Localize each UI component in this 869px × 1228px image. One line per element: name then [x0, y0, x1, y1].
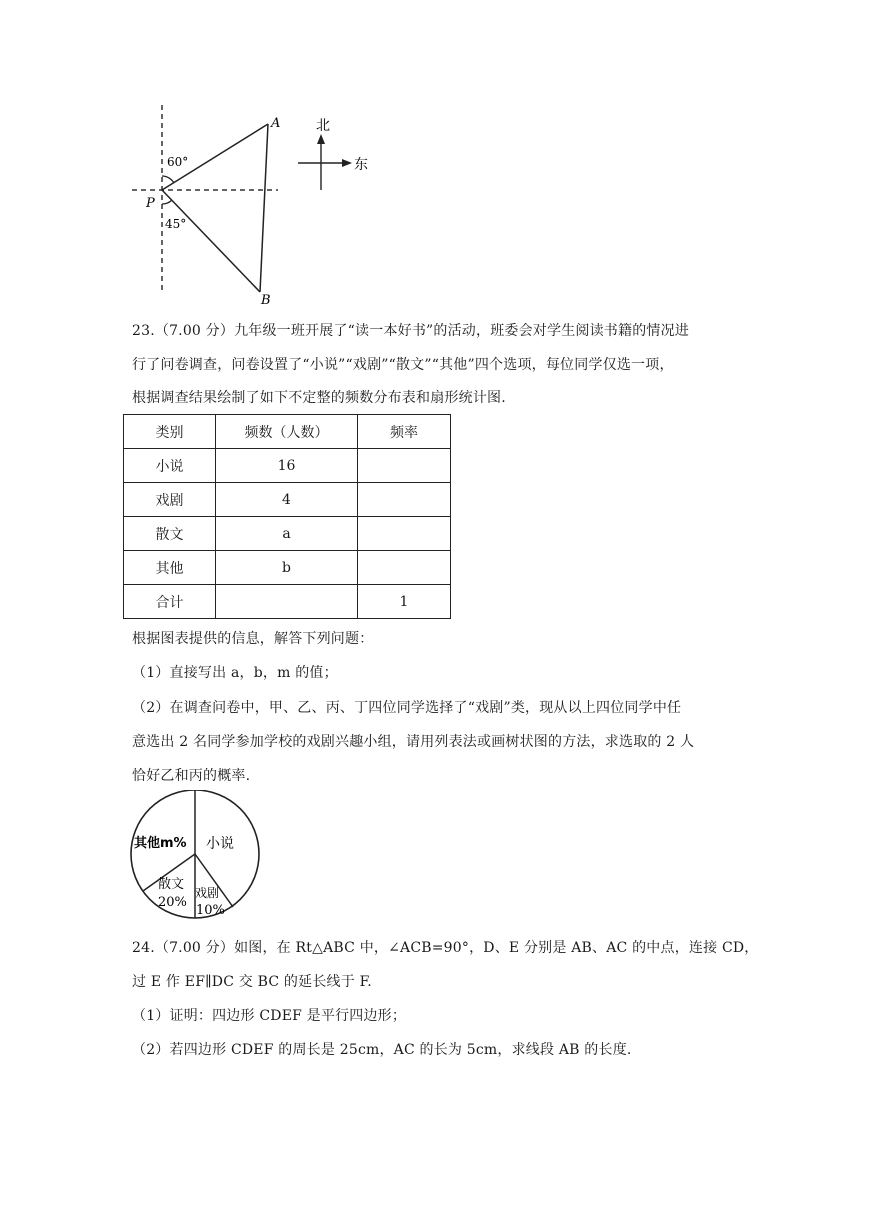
point-label-B: B: [261, 293, 271, 308]
pie-label-drama-pct: 10%: [196, 903, 225, 918]
point-label-A: A: [271, 116, 281, 131]
q23-after-table: 根据图表提供的信息，解答下列问题：: [132, 631, 374, 647]
north-label: 北: [316, 118, 330, 134]
q24-line-2: 过 E 作 EF∥DC 交 BC 的延长线于 F.: [132, 974, 372, 990]
table-row: [124, 585, 451, 619]
angle-label-45: 45°: [165, 217, 187, 231]
q24-line-1: 24.（7.00 分）如图，在 Rt△ABC 中，∠ACB=90°，D、E 分别是 AB、AC 的中点，连接 CD，: [132, 940, 759, 956]
table-header-row: [124, 415, 451, 449]
east-label: 东: [354, 157, 368, 173]
q23-line-1: 23.（7.00 分）九年级一班开展了“读一本好书”的活动，班委会对学生阅读书籍的情况进: [132, 323, 689, 339]
pie-label-novel: 小说: [206, 836, 234, 852]
table-cell: 1: [358, 585, 451, 619]
segment-PB: [162, 190, 260, 292]
q24-part-2: （2）若四边形 CDEF 的周长是 25cm，AC 的长为 5cm，求线段 AB 的长度.: [132, 1042, 632, 1058]
table-header-cell: 频数（人数）: [216, 415, 358, 449]
angle-arc-bottom: [162, 200, 172, 204]
pie-label-prose-pct: 20%: [158, 895, 187, 910]
q23-part-2-line-2: 意选出 2 名同学参加学校的戏剧兴趣小组，请用列表法或画树状图的方法，求选取的 2 人: [132, 734, 695, 750]
q23-line-3: 根据调查结果绘制了如下不定整的频数分布表和扇形统计图.: [132, 390, 506, 406]
table-row: [124, 551, 451, 585]
angle-label-60: 60°: [167, 155, 189, 169]
table-cell: a: [216, 517, 358, 551]
table-cell: [358, 551, 451, 585]
q24-part-1: （1）证明：四边形 CDEF 是平行四边形；: [132, 1008, 407, 1024]
q23-line-2: 行了问卷调查，问卷设置了“小说”“戏剧”“散文”“其他”四个选项，每位同学仅选一项，: [132, 357, 674, 373]
point-label-P: P: [146, 196, 155, 211]
q23-part-2-line-1: （2）在调查问卷中，甲、乙、丙、丁四位同学选择了“戏剧”类，现从以上四位同学中任: [132, 700, 682, 716]
pie-label-drama: 戏剧: [195, 886, 220, 900]
table-cell: b: [216, 551, 358, 585]
table-cell: 4: [216, 483, 358, 517]
table-cell: [358, 449, 451, 483]
table-header-cell: 频率: [358, 415, 451, 449]
table-cell: [358, 483, 451, 517]
table-header-cell: 类别: [124, 415, 216, 449]
table-row: [124, 517, 451, 551]
pie-chart: [128, 790, 268, 924]
table-row: [124, 449, 451, 483]
bearing-figure: [120, 100, 380, 310]
segment-AB: [260, 124, 268, 292]
pie-label-other: 其他m%: [134, 836, 187, 851]
table-cell: 合计: [124, 585, 216, 619]
table-cell: 散文: [124, 517, 216, 551]
table-row: [124, 483, 451, 517]
table-cell: 其他: [124, 551, 216, 585]
frequency-table: [123, 414, 451, 619]
east-arrow-icon: [342, 159, 352, 167]
q23-part-2-line-3: 恰好乙和丙的概率.: [132, 768, 251, 784]
pie-label-prose: 散文: [158, 877, 185, 892]
table-cell: 戏剧: [124, 483, 216, 517]
north-arrow-icon: [317, 134, 325, 144]
q23-part-1: （1）直接写出 a，b，m 的值；: [132, 665, 338, 681]
angle-arc-top: [162, 176, 174, 183]
table-cell: 小说: [124, 449, 216, 483]
table-cell: [358, 517, 451, 551]
table-cell: 16: [216, 449, 358, 483]
table-cell: [216, 585, 358, 619]
